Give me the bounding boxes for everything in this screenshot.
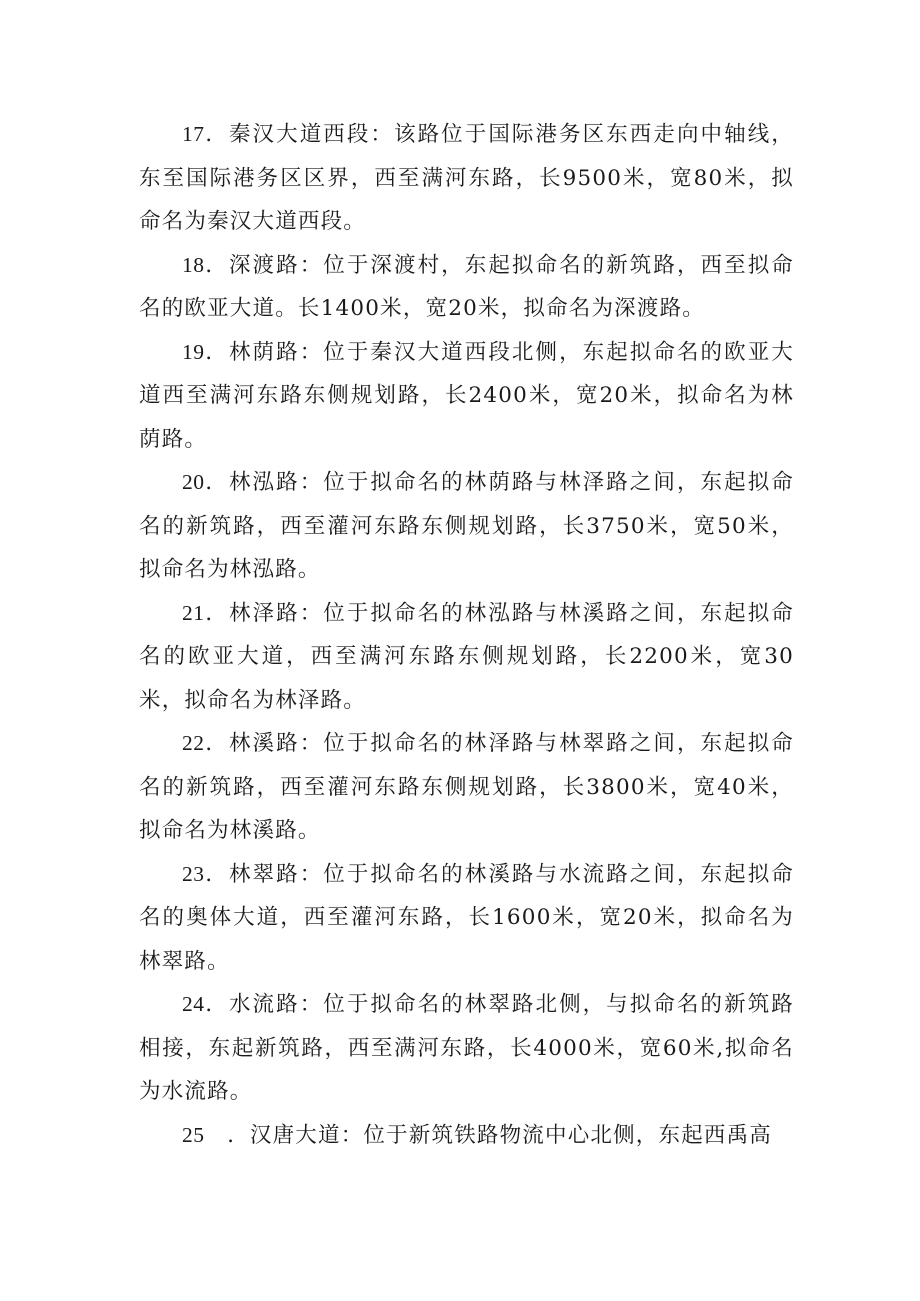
item-number: 17 [182, 122, 205, 146]
paragraph-item-22 [139, 722, 794, 853]
item-text: ．水流路：位于拟命名的林翠路北侧，与拟命名的新筑路相接，东起新筑路，西至满河东路，长4000米，宽60米,拟命名为水流路。 [139, 992, 794, 1104]
item-number: 24 [182, 992, 205, 1016]
item-number: 20 [182, 470, 205, 494]
document-body [139, 113, 794, 1157]
item-text: ．林溪路：位于拟命名的林泽路与林翠路之间，东起拟命名的新筑路，西至灌河东路东侧规划路，长3800米，宽40米，拟命名为林溪路。 [139, 731, 794, 843]
item-text: ．林泓路：位于拟命名的林荫路与林泽路之间，东起拟命名的新筑路，西至灌河东路东侧规划路，长3750米，宽50米，拟命名为林泓路。 [139, 470, 794, 582]
item-number: 22 [182, 731, 205, 755]
paragraph-item-25 [139, 1114, 794, 1158]
item-number: 21 [182, 600, 205, 625]
item-text: ．林荫路：位于秦汉大道西段北侧，东起拟命名的欧亚大道西至满河东路东侧规划路，长2400米，宽20米，拟命名为林荫路。 [139, 339, 794, 452]
paragraph-item-17 [139, 113, 794, 244]
item-text: ．秦汉大道西段：该路位于国际港务区东西走向中轴线，东至国际港务区区界，西至满河东路，长9500米，宽80米，拟命名为秦汉大道西段。 [139, 122, 794, 234]
item-number: 25 [182, 1122, 205, 1147]
paragraph-item-24 [139, 983, 794, 1114]
paragraph-item-21 [139, 592, 794, 723]
item-number: 19 [182, 339, 205, 364]
item-number: 23 [182, 861, 205, 886]
item-number: 18 [182, 252, 205, 277]
paragraph-item-23 [139, 853, 794, 984]
paragraph-item-20 [139, 461, 794, 592]
paragraph-item-19 [139, 331, 794, 462]
paragraph-item-18 [139, 244, 794, 331]
item-text: ．林泽路：位于拟命名的林泓路与林溪路之间，东起拟命名的欧亚大道，西至满河东路东侧规划路，长2200米，宽30米，拟命名为林泽路。 [139, 600, 794, 713]
item-text: ．林翠路：位于拟命名的林溪路与水流路之间，东起拟命名的奥体大道，西至灌河东路，长1600米，宽20米，拟命名为林翠路。 [139, 861, 794, 974]
item-text: ．深渡路：位于深渡村，东起拟命名的新筑路，西至拟命名的欧亚大道。长1400米，宽20米，拟命名为深渡路。 [139, 252, 794, 321]
item-text: ．汉唐大道：位于新筑铁路物流中心北侧，东起西禹高 [204, 1122, 773, 1148]
